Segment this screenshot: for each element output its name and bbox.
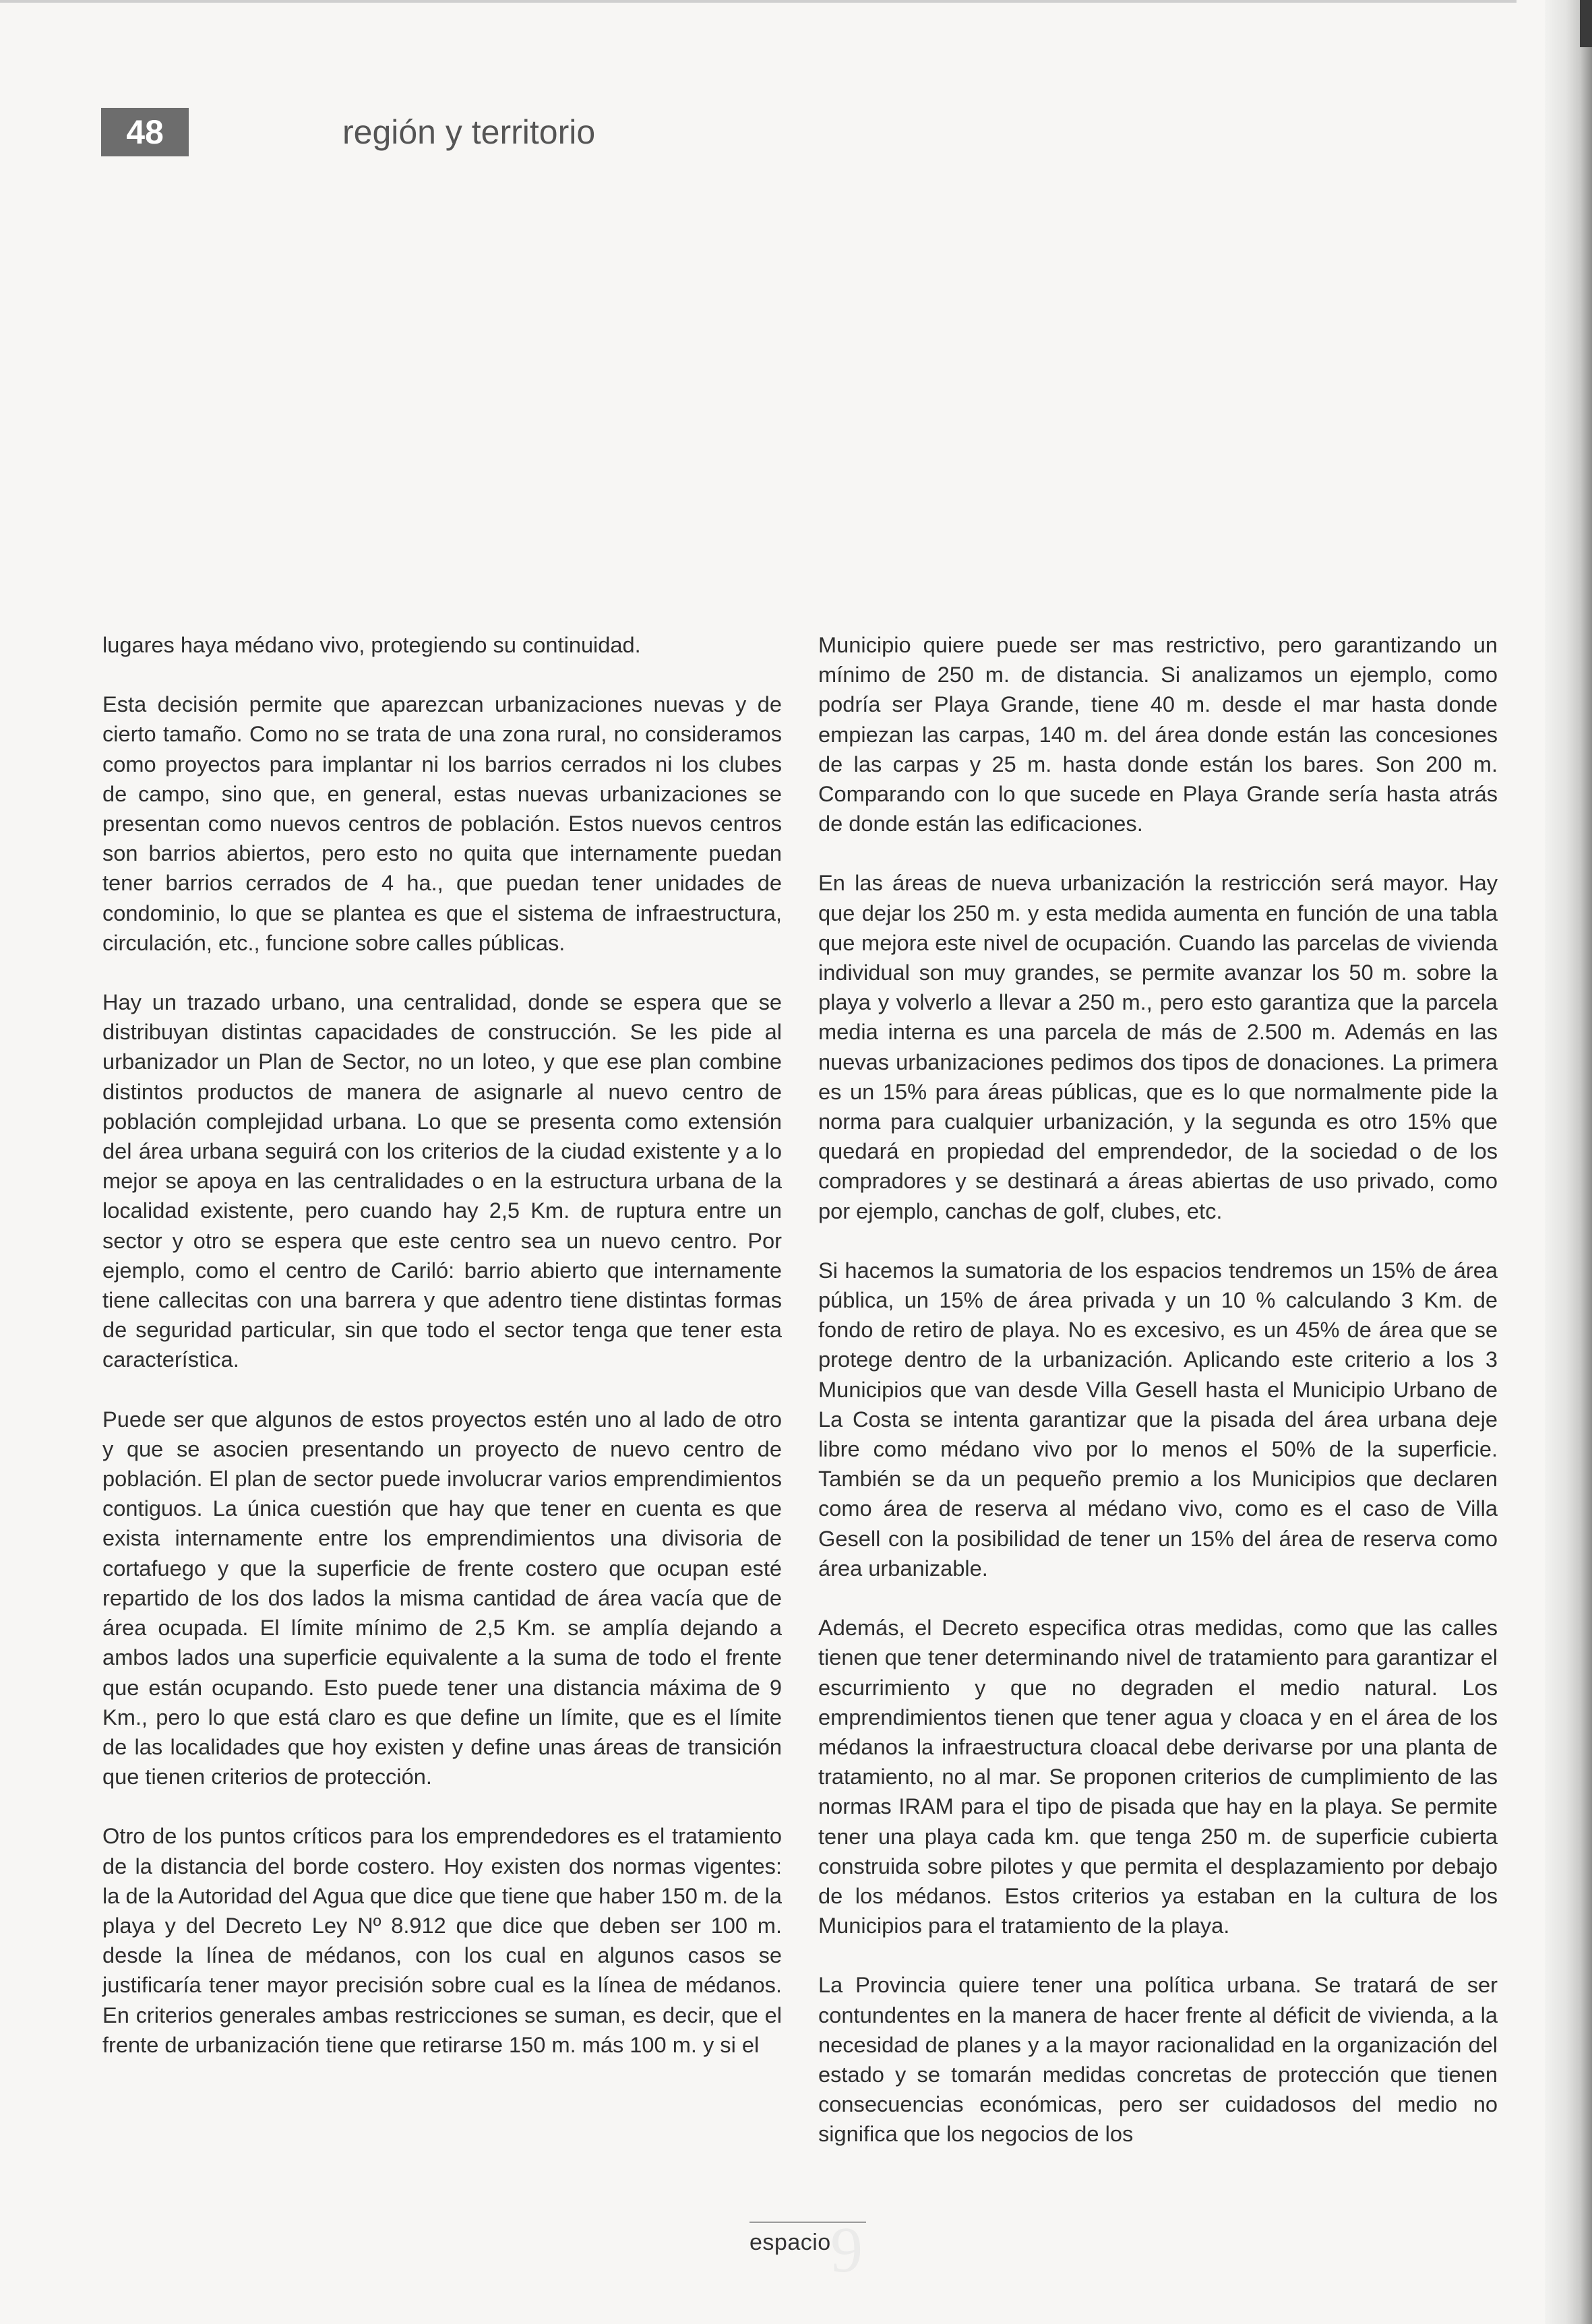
- left-text-column: [102, 630, 782, 2089]
- page-number-badge: 48: [101, 108, 189, 156]
- section-title: región y territorio: [342, 113, 596, 151]
- paragraph: Además, el Decreto especifica otras medidas, como que las calles tienen que tener determinando nivel de tratamiento para garantizar el escurrimiento y que no degraden el medio natural. Los emprendimientos tienen que tener agua y cloaca y en el área de los médanos la infraestructura cloacal debe derivarse por una planta de tratamiento, no al mar. Se proponen criterios de cumplimiento de las normas IRAM para el tipo de pisada que hay en la playa. Se permite tener una playa cada km. que tenga 250 m. de superficie cubierta construida sobre pilotes y que permita el desplazamiento por debajo de los médanos. Estos criterios ya estaban en la cultura de los Municipios para el tratamiento de la playa.: [818, 1615, 1498, 1938]
- right-text-column: [818, 630, 1498, 2179]
- page-corner-mark: [1580, 0, 1592, 47]
- paragraph: Hay un trazado urbano, una centralidad, donde se espera que se distribuyan distintas capacidades de construcción. Se les pide al urbanizador un Plan de Sector, no un loteo, y que ese plan combine distintos productos de manera de asignarle al nuevo centro de población complejidad urbana. Lo que se presenta como extensión del área urbana seguirá con los criterios de la ciudad existente y a lo mejor se apoya en las centralidades o en la estructura urbana de la localidad existente, pero cuando hay 2,5 Km. de ruptura entre un sector y otro se espera que este centro sea un nuevo centro. Por ejemplo, como el centro de Cariló: barrio abierto que internamente tiene callecitas con una barrera y que adentro tiene distintas formas de seguridad particular, sin que todo el sector tenga que tener esta característica.: [102, 989, 782, 1372]
- footer-logo: espacio: [749, 2230, 831, 2255]
- paragraph: La Provincia quiere tener una política urbana. Se tratará de ser contundentes en la manera de hacer frente al déficit de vivienda, a la necesidad de planes y a la mayor racionalidad en la organización del estado y se tomarán medidas concretas de protección que tienen consecuencias económicas, pero ser cuidadosos del medio no significa que los negocios de los: [818, 1972, 1498, 2147]
- page-edge-shadow: [1545, 0, 1592, 2324]
- paragraph: Municipio quiere puede ser mas restrictivo, pero garantizando un mínimo de 250 m. de distancia. Si analizamos un ejemplo, como podría ser Playa Grande, tiene 40 m. desde el mar hasta donde empiezan las carpas, 140 m. del área donde están las concesiones de las carpas y 25 m. hasta donde están los bares. Son 200 m. Comparando con lo que sucede en Playa Grande sería hasta atrás de donde están las edificaciones.: [818, 632, 1498, 836]
- paragraph: lugares haya médano vivo, protegiendo su continuidad.: [102, 632, 641, 657]
- paragraph: Otro de los puntos críticos para los emprendedores es el tratamiento de la distancia del borde costero. Hoy existen dos normas vigentes: la de la Autoridad del Agua que dice que tiene que haber 150 m. de la playa y del Decreto Ley Nº 8.912 que dice que deben ser 100 m. desde la línea de médanos, con los cual en algunos casos se justificaría tener mayor precisión sobre cual es la línea de médanos. En criterios generales ambas restricciones se suman, es decir, que el frente de urbanización tiene que retirarse 150 m. más 100 m. y si el: [102, 1823, 782, 2057]
- footer-logo-mark: 9: [830, 2213, 863, 2286]
- paragraph: En las áreas de nueva urbanización la restricción será mayor. Hay que dejar los 250 m. y esta medida aumenta en función de una tabla que mejora este nivel de ocupación. Cuando las parcelas de vivienda individual son muy grandes, se permite avanzar los 50 m. sobre la playa y volverlo a llevar a 250 m., pero esto garantiza que la parcela media interna es una parcela de más de 2.500 m. Además en las nuevas urbanizaciones pedimos dos tipos de donaciones. La primera es un 15% para áreas públicas, que es lo que normalmente pide la norma para cualquier urbanización, y la segunda es otro 15% que quedará en propiedad del emprendedor, de la sociedad o de los compradores y se destinará a áreas abiertas de uso privado, como por ejemplo, canchas de golf, clubes, etc.: [818, 870, 1498, 1223]
- paragraph: Si hacemos la sumatoria de los espacios tendremos un 15% de área pública, un 15% de área privada y un 10 % calculando 3 Km. de fondo de retiro de playa. No es excesivo, es un 45% de área que se protege dentro de la urbanización. Aplicando este criterio a los 3 Municipios que van desde Villa Gesell hasta el Municipio Urbano de La Costa se intenta garantizar que la pisada del área urbana deje libre como médano vivo por lo menos el 50% de la superficie. También se da un pequeño premio a los Municipios que declaren como área de reserva al médano vivo, como es el caso de Villa Gesell con la posibilidad de tener un 15% del área de reserva como área urbanizable.: [818, 1257, 1498, 1581]
- paragraph: Puede ser que algunos de estos proyectos estén uno al lado de otro y que se asocien presentando un proyecto de nuevo centro de población. El plan de sector puede involucrar varios emprendimientos contiguos. La única cuestión que hay que tener en cuenta es que exista internamente entre los emprendimientos una divisoria de cortafuego y que la superficie de frente costero que ocupan esté repartido de los dos lados la misma cantidad de área vacía que de área ocupada. El límite mínimo de 2,5 Km. se amplía dejando a ambos lados una superficie equivalente a la suma de todo el frente que están ocupando. Esto puede tener una distancia máxima de 9 Km., pero lo que está claro es que define un límite, que es el límite de las localidades que hoy existen y define unas áreas de transición que tienen criterios de protección.: [102, 1406, 782, 1790]
- paragraph: Esta decisión permite que aparezcan urbanizaciones nuevas y de cierto tamaño. Como no se trata de una zona rural, no consideramos como proyectos para implantar ni los barrios cerrados ni los clubes de campo, sino que, en general, estas nuevas urbanizaciones se presentan como nuevos centros de población. Estos nuevos centros son barrios abiertos, pero esto no quita que internamente puedan tener barrios cerrados de 4 ha., que puedan tener unidades de condominio, lo que se plantea es que el sistema de infraestructura, circulación, etc., funcione sobre calles públicas.: [102, 692, 782, 955]
- top-edge-rule: [0, 0, 1517, 3]
